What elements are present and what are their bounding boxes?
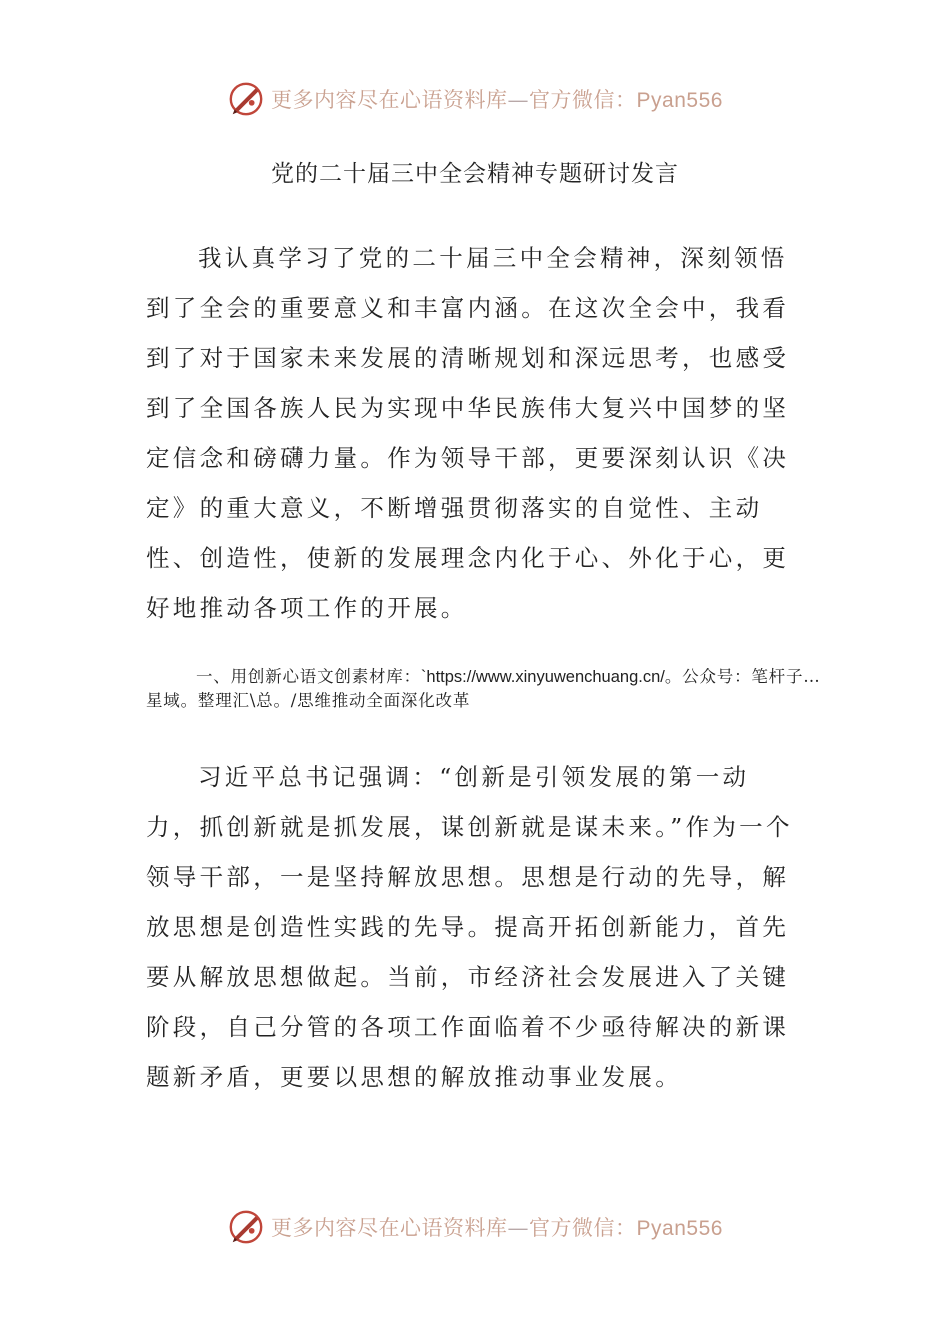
section-heading: 一、用创新心语文创素材库：`https://www.xinyuwenchuang.cn/。公众号：笔杆子…星域。整理汇\总。/思维推动全面深化改革 [146, 667, 821, 710]
source-url: `https://www.xinyuwenchuang.cn/ [420, 668, 665, 686]
body-paragraph-1: 我认真学习了党的二十届三中全会精神，深刻领悟到了全会的重要意义和丰富内涵。在这次全会中，我看到了对于国家未来发展的清晰规划和深远思考，也感受到了全国各族人民为实现中华民族伟大复兴中国梦的坚定信念和磅礴力量。作为领导干部，更要深刻认识《决定》的重大意义，不断增强贯彻落实的自觉性、主动性、创造性，使新的发展理念内化于心、外化于心，更好地推动各项工作的开展。 [146, 244, 790, 622]
banner-text: 更多内容尽在心语资料库—官方微信：Pyan556 [271, 1216, 723, 1240]
header-banner [0, 80, 950, 118]
body-paragraph-2: 习近平总书记强调：“创新是引领发展的第一动力，抓创新就是抓发展，谋创新就是谋未来。”作为一个领导干部，一是坚持解放思想。思想是行动的先导，解放思想是创造性实践的先导。提高开拓创新能力，首先要从解放思想做起。当前，市经济社会发展进入了关键阶段，自己分管的各项工作面临着不少亟待解决的新课题新矛盾，更要以思想的解放推动事业发展。 [146, 763, 793, 1091]
banner-text: 更多内容尽在心语资料库—官方微信：Pyan556 [271, 88, 723, 112]
wechat-id: Pyan556 [636, 89, 723, 112]
document-title: 党的二十届三中全会精神专题研讨发言 [271, 161, 679, 187]
pen-logo-icon [227, 80, 265, 118]
pen-logo-icon [227, 1208, 265, 1246]
footer-banner [0, 1208, 950, 1246]
wechat-id: Pyan556 [636, 1217, 723, 1240]
